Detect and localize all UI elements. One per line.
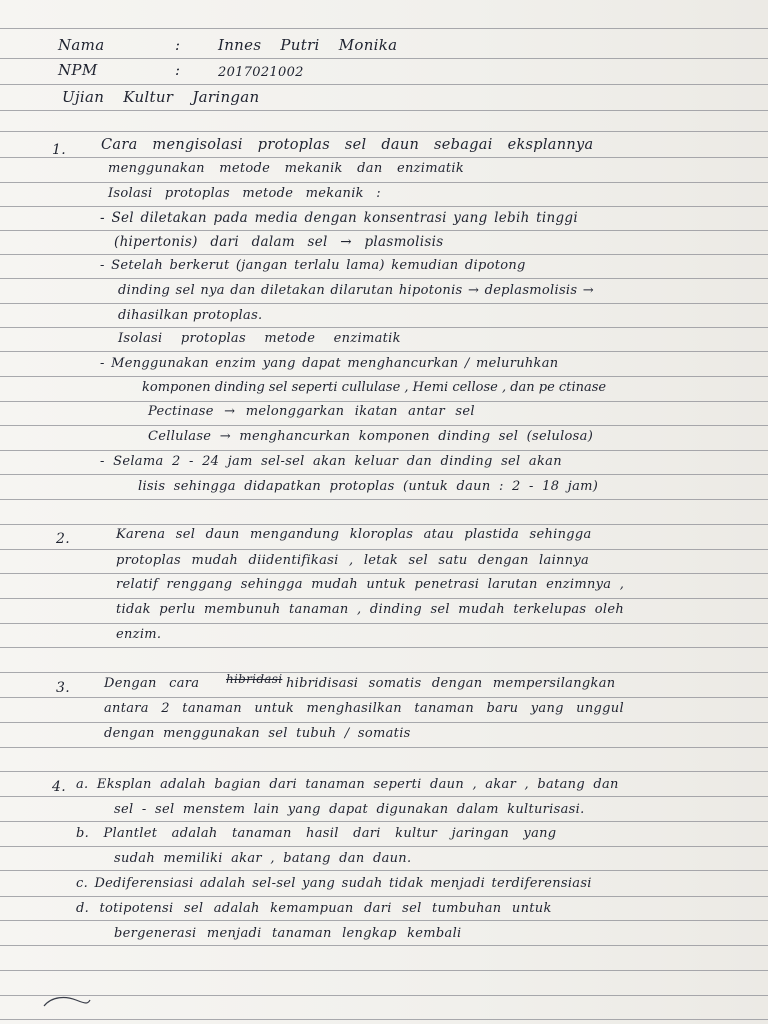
- q4-line: sel - sel menstem lain yang dapat digunakan dalam kulturisasi.: [114, 802, 585, 817]
- ruled-line: [0, 401, 768, 402]
- ruled-line: [0, 303, 768, 304]
- ruled-line: [0, 84, 768, 85]
- ruled-line: [0, 157, 768, 158]
- q1-line: dinding sel nya dan diletakan dilarutan hipotonis → deplasmolisis →: [118, 283, 594, 298]
- q3-number: 3.: [56, 680, 70, 696]
- ruled-line: [0, 182, 768, 183]
- ruled-line: [0, 230, 768, 231]
- name-label: Nama: [58, 36, 105, 54]
- ruled-line: [0, 920, 768, 921]
- q4-line: a. Eksplan adalah bagian dari tanaman seperti daun , akar , batang dan: [76, 777, 619, 792]
- q1-line: Isolasi protoplas metode mekanik :: [108, 186, 381, 201]
- ruled-line: [0, 28, 768, 29]
- name-value: Innes Putri Monika: [218, 36, 398, 54]
- ruled-line: [0, 970, 768, 971]
- q4-number: 4.: [52, 779, 66, 795]
- ruled-line: [0, 598, 768, 599]
- q1-line: lisis sehingga didapatkan protoplas (untuk daun : 2 - 18 jam): [138, 479, 599, 494]
- ruled-line: [0, 351, 768, 352]
- q1-line: - Menggunakan enzim yang dapat menghancurkan / meluruhkan: [100, 356, 559, 371]
- q2-line: tidak perlu membunuh tanaman , dinding sel mudah terkelupas oleh: [116, 602, 625, 617]
- ruled-line: [0, 278, 768, 279]
- ruled-line: [0, 110, 768, 111]
- exam-title: Ujian Kultur Jaringan: [62, 88, 260, 106]
- ruled-line: [0, 206, 768, 207]
- q2-line: protoplas mudah diidentifikasi , letak sel satu dengan lainnya: [116, 553, 590, 568]
- name-colon: :: [175, 36, 181, 54]
- ruled-line: [0, 747, 768, 748]
- ruled-line: [0, 771, 768, 772]
- q3-struck-word: hibridasi: [226, 672, 283, 686]
- npm-value: 2017021002: [218, 65, 304, 80]
- ruled-line: [0, 870, 768, 871]
- q4-line: sudah memiliki akar , batang dan daun.: [114, 851, 412, 866]
- q2-line: Karena sel daun mengandung kloroplas atau plastida sehingga: [116, 527, 592, 542]
- ruled-line: [0, 697, 768, 698]
- q2-line: relatif renggang sehingga mudah untuk penetrasi larutan enzimnya ,: [116, 577, 625, 592]
- q2-number: 2.: [56, 531, 70, 547]
- q4-line: bergenerasi menjadi tanaman lengkap kembali: [114, 926, 462, 941]
- npm-colon: :: [175, 61, 181, 79]
- q1-line: - Sel diletakan pada media dengan konsentrasi yang lebih tinggi: [100, 210, 578, 226]
- q3-line-end: hibridisasi somatis dengan mempersilangkan: [286, 676, 616, 691]
- ruled-line: [0, 821, 768, 822]
- ruled-line: [0, 796, 768, 797]
- q3-line: dengan menggunakan sel tubuh / somatis: [104, 726, 411, 741]
- q1-line: menggunakan metode mekanik dan enzimatik: [108, 161, 465, 176]
- q1-line: (hipertonis) dari dalam sel → plasmolisis: [114, 234, 444, 250]
- q3-line: antara 2 tanaman untuk menghasilkan tanaman baru yang unggul: [104, 701, 624, 716]
- ruled-line: [0, 995, 768, 996]
- ruled-line: [0, 623, 768, 624]
- q1-line: Cellulase → menghancurkan komponen dinding sel (selulosa): [148, 429, 594, 444]
- ruled-line: [0, 327, 768, 328]
- q1-line: Cara mengisolasi protoplas sel daun sebagai eksplannya: [101, 137, 594, 153]
- q1-number: 1.: [52, 142, 66, 158]
- ruled-line: [0, 58, 768, 59]
- q1-line: - Selama 2 - 24 jam sel-sel akan keluar dan dinding sel akan: [100, 454, 562, 469]
- ruled-line: [0, 846, 768, 847]
- ruled-line: [0, 1019, 768, 1020]
- ruled-line: [0, 945, 768, 946]
- ruled-line: [0, 131, 768, 132]
- q1-line: dihasilkan protoplas.: [118, 308, 263, 323]
- q1-line: - Setelah berkerut (jangan terlalu lama) kemudian dipotong: [100, 258, 526, 273]
- ruled-line: [0, 896, 768, 897]
- ruled-line: [0, 499, 768, 500]
- ruled-line: [0, 647, 768, 648]
- ruled-line: [0, 376, 768, 377]
- q4-line: c. Dediferensiasi adalah sel-sel yang sudah tidak menjadi terdiferensiasi: [76, 876, 592, 891]
- ruled-line: [0, 474, 768, 475]
- q1-line: Pectinase → melonggarkan ikatan antar sel: [148, 404, 475, 419]
- pen-scribble: [42, 994, 92, 1008]
- ruled-line: [0, 722, 768, 723]
- q4-line: b. Plantlet adalah tanaman hasil dari kultur jaringan yang: [76, 826, 557, 841]
- q2-line: enzim.: [116, 627, 162, 642]
- ruled-line: [0, 450, 768, 451]
- q3-line-start: Dengan cara: [104, 676, 200, 691]
- ruled-line: [0, 549, 768, 550]
- ruled-line: [0, 672, 768, 673]
- ruled-line: [0, 254, 768, 255]
- ruled-line: [0, 524, 768, 525]
- q1-line: komponen dinding sel seperti cullulase , Hemi cellose , dan pe ctinase: [142, 380, 607, 395]
- q4-line: d. totipotensi sel adalah kemampuan dari sel tumbuhan untuk: [76, 901, 552, 916]
- npm-label: NPM: [58, 61, 98, 79]
- ruled-line: [0, 573, 768, 574]
- q1-line: Isolasi protoplas metode enzimatik: [118, 331, 401, 346]
- ruled-line: [0, 425, 768, 426]
